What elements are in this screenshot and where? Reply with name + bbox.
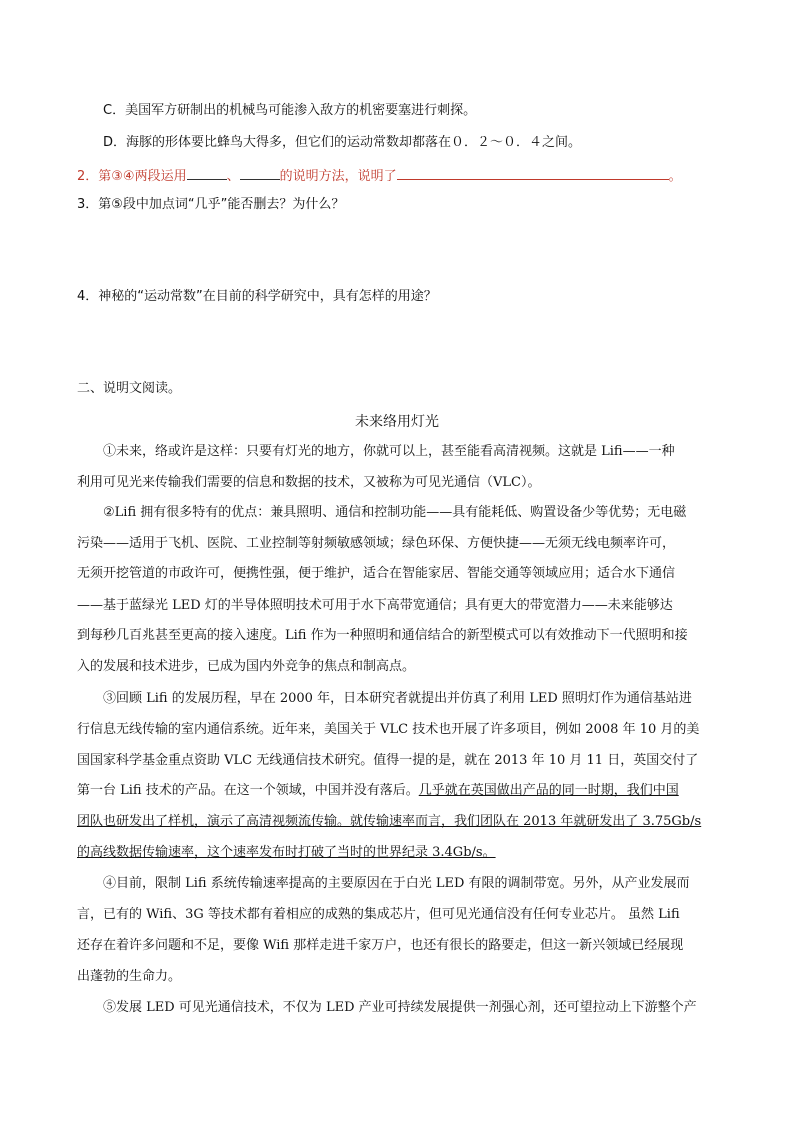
passage-line-12 <box>77 782 679 800</box>
passage-line-2: 利用可见光来传输我们需要的信息和数据的技术，又被称为可见光通信（VLC）。 <box>77 475 541 490</box>
option-c: C．美国军方研制出的机械鸟可能渗入敌方的机密要塞进行刺探。 <box>103 103 477 118</box>
q2-end: 。 <box>668 169 682 184</box>
section-heading: 二、说明文阅读。 <box>77 381 182 396</box>
q2-prefix: 2．第③④两段运用 <box>77 169 187 184</box>
passage-line-9: ③回顾 Lifi 的发展历程，早在 2000 年，日本研究者就提出并仿真了利用 LED 照明灯作为通信基站进 <box>103 691 692 706</box>
answer-blank-2[interactable] <box>240 165 280 180</box>
passage-line-5: 无须开挖管道的市政许可，便携性强，便于维护，适合在智能家居、智能交通等领域应用；适合水下通信 <box>77 566 676 581</box>
passage-line-7: 到每秒几百兆甚至更高的接入速度。Lifi 作为一种照明和通信结合的新型模式可以有效推动下一代照明和接 <box>77 628 688 643</box>
question-3: 3．第⑤段中加点词“几乎”能否删去？为什么？ <box>77 197 345 212</box>
passage-line-19: ⑤发展 LED 可见光通信技术，不仅为 LED 产业可持续发展提供一剂强心剂，还可望拉动上下游整个产 <box>103 1000 697 1015</box>
passage-line-8: 入的发展和技术进步，已成为国内外竞争的焦点和制高点。 <box>77 659 416 674</box>
passage-line-17: 还存在着许多问题和不足，要像 Wifi 那样走进千家万户，也还有很长的路要走，但这一新兴领域已经展现 <box>77 938 684 953</box>
q2-mid: 的说明方法，说明了 <box>279 169 397 184</box>
passage-line-4: 污染——适用于飞机、医院、工业控制等射频敏感领域；绿色环保、方便快捷——无须无线电频率许可， <box>77 536 676 551</box>
passage-line-15: ④目前，限制 Lifi 系统传输速率提高的主要原因在于白光 LED 有限的调制带宽。另外，从产业发展而 <box>103 876 690 891</box>
passage-line-13: 团队也研发出了样机，演示了高清视频流传输。就传输速率而言，我们团队在 2013 年就研发出了 3.75Gb/s <box>77 814 702 829</box>
passage-line-11: 国国家科学基金重点资助 VLC 无线通信技术研究。值得一提的是，就在 2013 年 10 月 11 日，英国交付了 <box>77 753 699 768</box>
question-2 <box>77 165 682 186</box>
passage-line-14: 的高线数据传输速率，这个速率发布时打破了当时的世界纪录 3.4Gb/s。 <box>77 845 496 860</box>
passage-line-10: 行信息无线传输的室内通信系统。近年来，美国关于 VLC 技术也开展了许多项目，例如 2008 年 10 月的美 <box>77 722 700 737</box>
question-4: 4．神秘的“运动常数”在目前的科学研究中，具有怎样的用途？ <box>77 289 437 304</box>
passage-title: 未来络用灯光 <box>355 414 439 430</box>
passage-line-12a: 第一台 Lifi 技术的产品。在这一个领域，中国并没有落后。 <box>77 783 419 798</box>
answer-blank-3[interactable] <box>397 165 669 180</box>
q2-sep: 、 <box>226 169 240 184</box>
passage-line-16: 言，已有的 Wifi、3G 等技术都有着相应的成熟的集成芯片，但可见光通信没有任何专业芯片。 虽然 Lifi <box>77 907 680 922</box>
answer-blank-1[interactable] <box>187 165 227 180</box>
passage-line-6: ——基于蓝绿光 LED 灯的半导体照明技术可用于水下高带宽通信；具有更大的带宽潜力——未来能够达 <box>77 598 673 613</box>
passage-line-18: 出蓬勃的生命力。 <box>77 969 182 984</box>
underlined-sentence-start: 几乎就在英国做出产品的同一时期，我们中国 <box>418 783 679 798</box>
option-d: D．海豚的形体要比蜂鸟大得多，但它们的运动常数却都落在０．２～０．４之间。 <box>103 135 582 150</box>
passage-line-3: ②Lifi 拥有很多特有的优点：兼具照明、通信和控制功能——具有能耗低、购置设备少等优势；无电磁 <box>103 505 687 520</box>
passage-line-1: ①未来，络或许是这样：只要有灯光的地方，你就可以上，甚至能看高清视频。这就是 Lifi——一种 <box>103 444 675 459</box>
